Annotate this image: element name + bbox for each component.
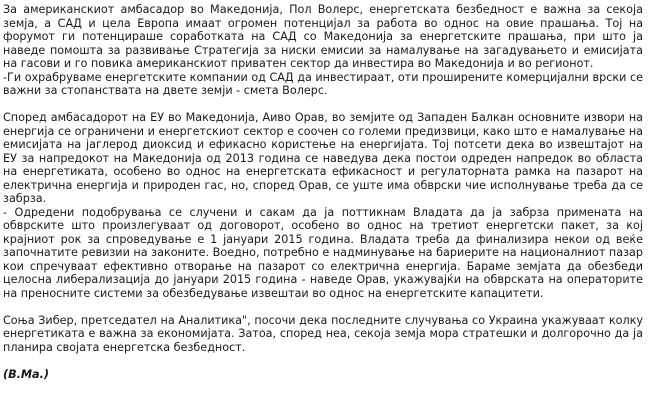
paragraph-gap <box>3 98 643 112</box>
author-signature: (В.Ма.) <box>3 367 49 381</box>
paragraph-gap <box>3 300 643 314</box>
quote-us-ambassador: -Ги охрабруваме енергетските компании од САД да инвестираат, оти проширените комерцијални врски се важни за стопанствата на двете земји - смета Волерс. <box>3 70 643 97</box>
quote-eu-ambassador: - Одредени подобрувања се случени и сакам да ја поттикнам Владата да ја забрза примената на обврските што произлегуваат од договорот, особено во однос на третиот енергетски пакет, за кој крајниот рок за спроведување е 1 јануари 2015 година. Владата треба да финализира некои од веќе започнатите ревизии на законите. Воедно, потребно е надминување на бариерите на националниот пазар кои спречуваат ефективно отворање на пазарот со електрична енергија. Бараме земјата да обезбеди целосна либерализација до јануари 2015 година - наведе Орав, укажувајќи на обврската на операторите на преносните системи за обезбедување извештаи во однос на енергетските капацитети. <box>3 205 643 300</box>
paragraph-eu-ambassador: Според амбасадорот на ЕУ во Македонија, Аиво Орав, во земјите од Западен Балкан основните извори на енергија се ограничени и енергетскиот сектор е соочен со големи предизвици, како што е намалување на емисијата на јаглерод диоксид и ефикасно користење на енергијата. Тој потсети дека во извештајот на ЕУ за напредокот на Македонија од 2013 година се наведува дека постои одреден напредок во областа на енергетиката, особено во однос на енергетската ефикасност и регулаторната рамка на пазарот на електрична енергија и природен гас, но, според Орав, се уште има обврски чие исполнување треба да се забрза. <box>3 111 643 205</box>
article-body <box>3 3 643 381</box>
paragraph-analytica: Соња Зибер, претседател на Аналитика", посочи дека последните случувања со Украина укажуваат колку енергетиката е важна за економијата. Затоа, според неа, секоја земја мора стратешки и долгорочно да ја планира својата енергетска безбедност. <box>3 313 643 354</box>
paragraph-gap <box>3 354 643 368</box>
paragraph-us-ambassador: За американскиот амбасадор во Македонија, Пол Волерс, енергетската безбедност е важна за секоја земја, а САД и цела Европа имаат огромен потенцијал за работа во однос на овие прашања. Тој на форумот ги потенцираше соработката на САД со Македонија за енергетските прашања, при што ја наведе помошта за развивање Стратегија за ниски емисии за намалување на загадувањето и емисијата на гасови и го повика американскиот приватен сектор да инвестира во Македонија и во регионот. <box>3 3 643 70</box>
